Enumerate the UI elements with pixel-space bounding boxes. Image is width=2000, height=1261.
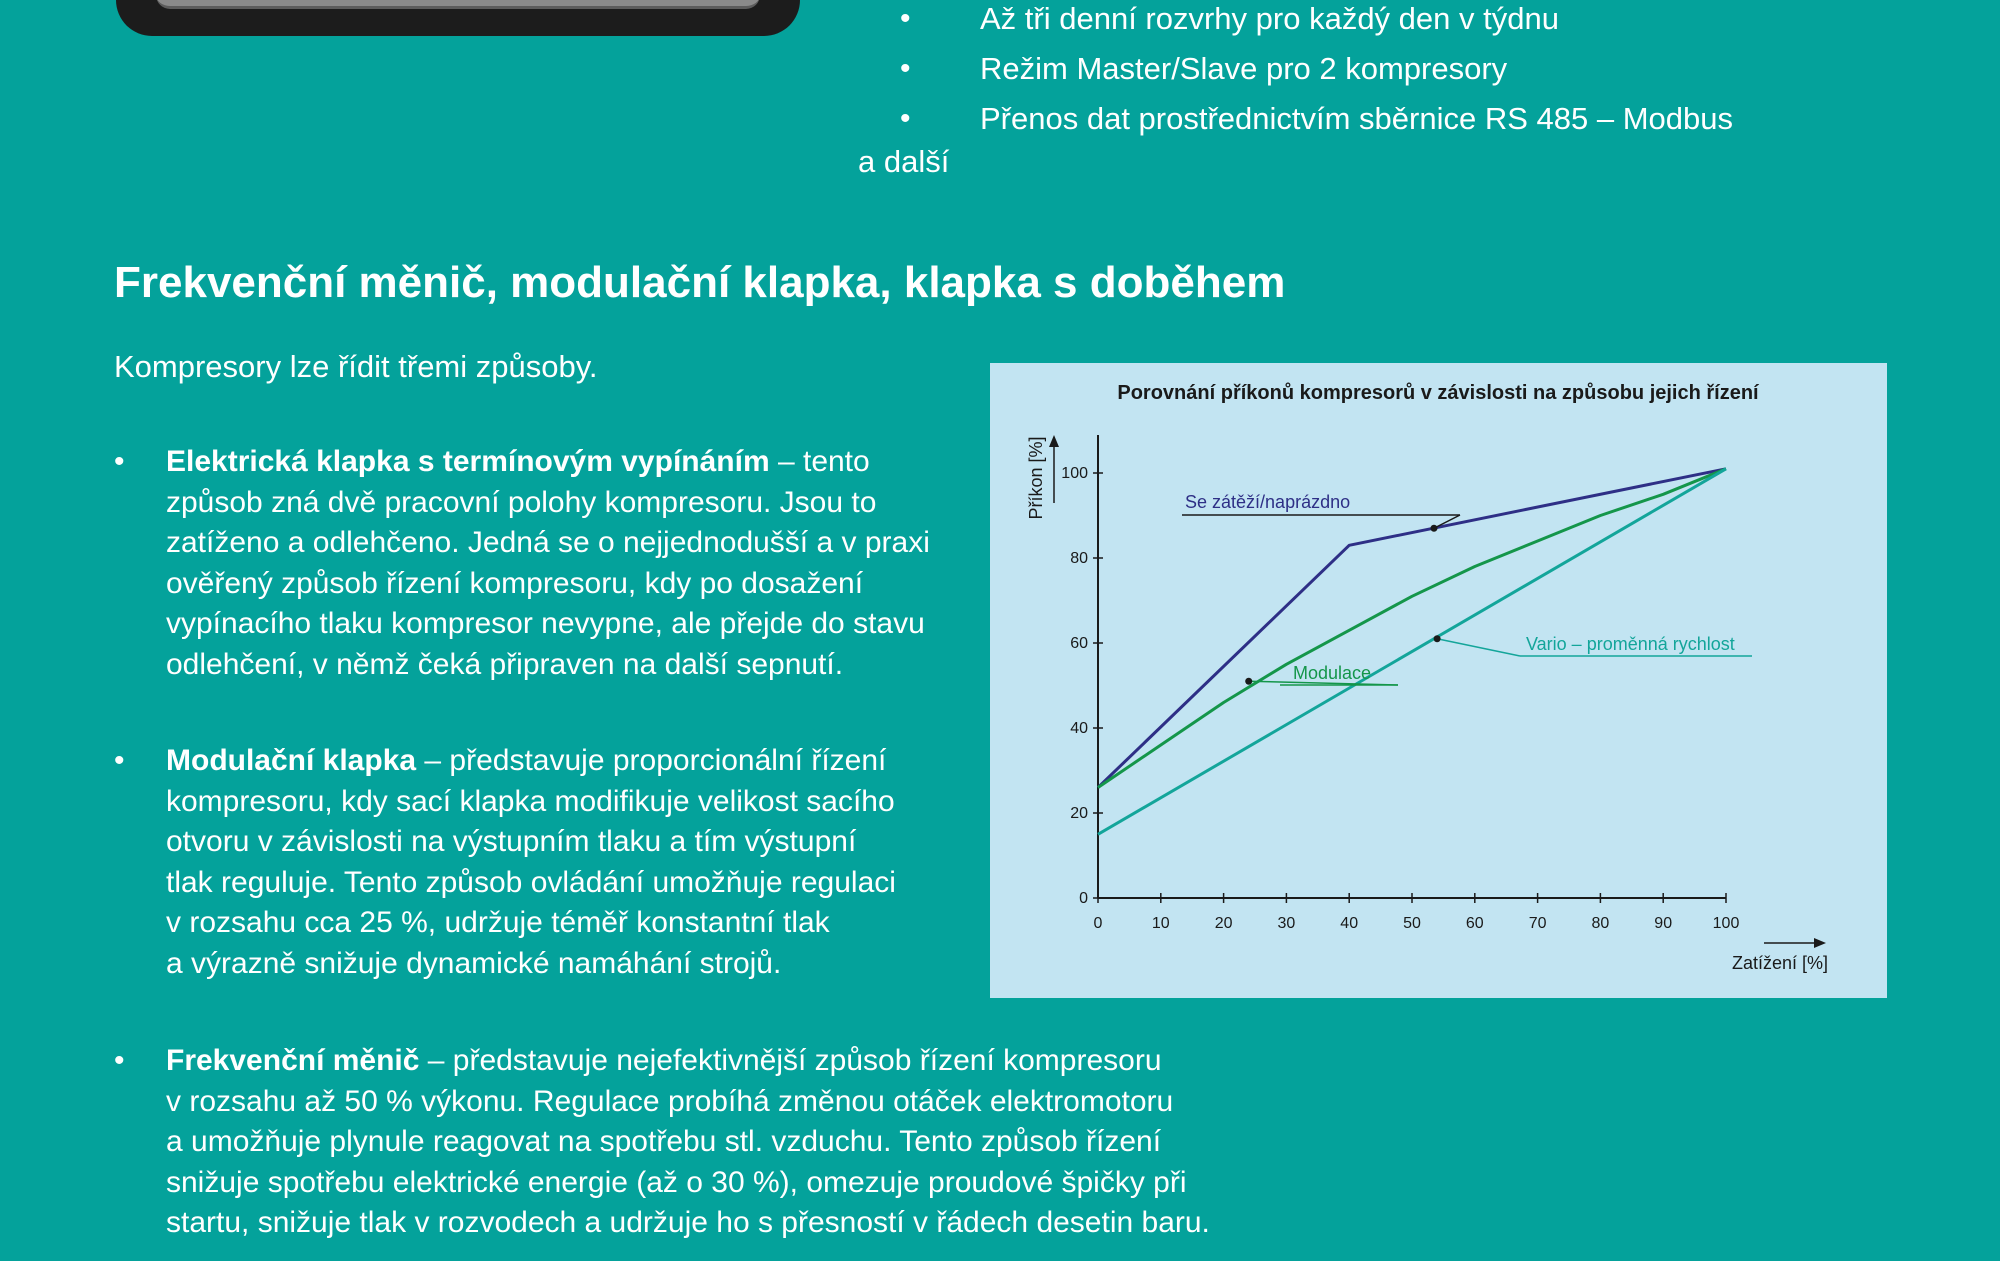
bullet-first-line [166,741,896,782]
bullet-term-rest: – představuje nejefektivnější způsob řízení kompresoru [419,1044,1162,1077]
y-tick-label: 20 [1070,805,1088,822]
y-tick-label: 80 [1070,550,1088,567]
bullet-line: odlehčení, v němž čeká připraven na další sepnutí. [166,647,844,681]
annotation-point [1245,678,1252,685]
bullet-line: vypínacího tlaku kompresor nevypne, ale přejde do stavu [166,607,925,640]
y-tick-label: 0 [1079,890,1088,907]
power-comparison-chart [990,363,1887,998]
series-line-2 [1098,469,1726,788]
y-tick-label: 100 [1061,465,1088,482]
x-tick-label: 50 [1403,915,1421,932]
bullet-line: zatíženo a odlehčeno. Jedná se o nejjednodušší a v praxi [166,526,930,559]
y-tick-label: 40 [1070,720,1088,737]
x-tick-label: 30 [1277,915,1296,932]
bullet-line: ověřený způsob řízení kompresoru, kdy po dosažení [166,566,864,600]
bullet-line: v rozsahu až 50 % výkonu. Regulace probíhá změnou otáček elektromotoru [166,1084,1174,1118]
x-tick-label: 70 [1528,915,1547,932]
section-intro: Kompresory lze řídit třemi způsoby. [114,349,598,384]
x-tick-label: 60 [1465,915,1484,932]
feature-list-more: a další [858,144,950,179]
annotation-leader-line [1437,639,1520,656]
x-tick-label: 20 [1214,915,1233,932]
bullet-line: způsob zná dvě pracovní polohy kompresoru. Jsou to [166,485,877,519]
bullet-line: snižuje spotřebu elektrické energie (až o 30 %), omezuje proudové špičky při [166,1165,1187,1199]
x-axis-arrowhead [1814,938,1826,948]
annotation-label: Se zátěží/naprázdno [1185,492,1351,512]
x-tick-label: 90 [1654,915,1673,932]
control-method-item [114,741,896,984]
bullet-term-rest: – tento [769,445,870,478]
bullet-icon: • [900,2,911,35]
bullet-term: Elektrická klapka s termínovým vypínáním [166,445,770,478]
feature-item [900,0,1733,50]
bullet-term: Frekvenční měnič [166,1044,420,1077]
annotation-point [1434,635,1441,642]
bullet-term: Modulační klapka [166,744,417,777]
bullet-icon: • [900,52,911,85]
chart-svg [990,363,1887,998]
annotation-point [1430,525,1437,532]
bullet-line: otvoru v závislosti na výstupním tlaku a tím výstupní [166,825,857,858]
series-line-1 [1098,469,1726,788]
section-title: Frekvenční měnič, modulační klapka, klapka s doběhem [114,258,1286,307]
controller-device-image [116,0,800,36]
x-tick-label: 0 [1093,915,1103,932]
feature-item-text: Přenos dat prostřednictvím sběrnice RS 485 – Modbus [980,101,1733,136]
x-tick-label: 40 [1340,915,1359,932]
bullet-line: v rozsahu cca 25 %, udržuje téměř konstantní tlak [166,906,830,939]
annotation-label: Modulace [1293,663,1372,683]
bullet-icon: • [900,102,911,135]
x-tick-label: 80 [1591,915,1610,932]
bullet-first-line [166,442,930,483]
y-tick-label: 60 [1070,635,1088,652]
bullet-line: kompresoru, kdy sací klapka modifikuje velikost sacího [166,784,895,818]
bullet-icon: • [114,744,125,777]
control-method-item [114,442,930,685]
annotation-label: Vario – proměnná rychlost [1526,634,1735,654]
feature-item [900,100,1733,150]
feature-item [900,50,1733,100]
bullet-line: tlak reguluje. Tento způsob ovládání umožňuje regulaci [166,865,896,899]
feature-item-text: Režim Master/Slave pro 2 kompresory [980,51,1508,86]
feature-item-text: Až tři denní rozvrhy pro každý den v týdnu [980,1,1559,36]
x-tick-label: 10 [1151,915,1170,932]
controller-device-screen [156,0,760,9]
x-axis-label: Zatížení [%] [1731,953,1828,973]
chart-title: Porovnání příkonů kompresorů v závislosti na způsobu jejich řízení [1117,382,1759,404]
bullet-icon: • [114,1044,125,1077]
bullet-line: a výrazně snižuje dynamické namáhání strojů. [166,946,782,980]
y-axis-arrowhead [1049,435,1059,447]
bullet-line: a umožňuje plynule reagovat na spotřebu stl. vzduchu. Tento způsob řízení [166,1125,1162,1158]
x-tick-label: 100 [1712,915,1740,932]
bullet-first-line [166,1041,1210,1082]
y-axis-label: Příkon [%] [1026,436,1046,520]
bullet-line: startu, snižuje tlak v rozvodech a udržuje ho s přesností v řádech desetin baru. [166,1206,1210,1239]
bullet-term-rest: – představuje proporcionální řízení [416,744,887,777]
feature-list [900,0,1733,150]
control-method-item [114,1041,1210,1244]
bullet-icon: • [114,445,125,478]
